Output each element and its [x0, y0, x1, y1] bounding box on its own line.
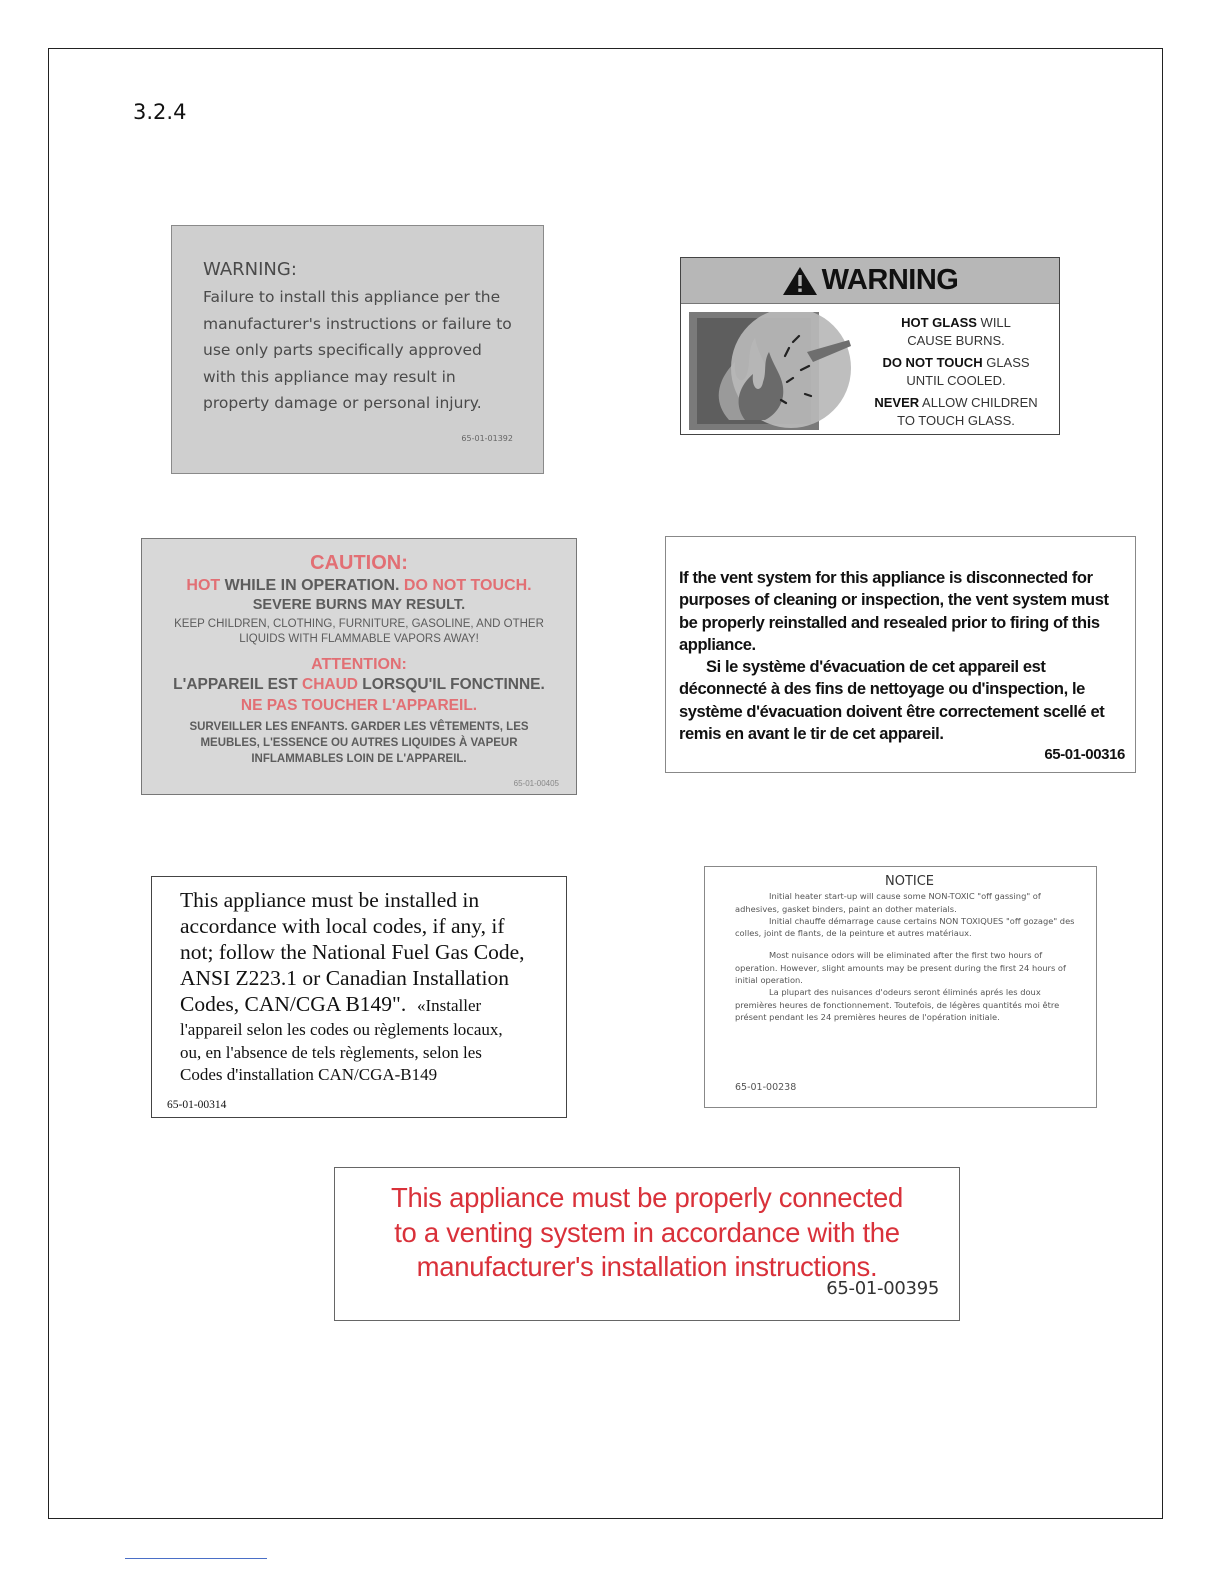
- text: accordance with local codes, if any, if: [180, 914, 505, 938]
- caution-label: [141, 538, 577, 795]
- hot-glass-text: [861, 314, 1051, 434]
- warning-title: WARNING: [821, 264, 959, 296]
- text: This appliance must be properly connected: [390, 1182, 904, 1213]
- label-title: WARNING:: [203, 259, 297, 280]
- text: WHILE IN OPERATION.: [220, 577, 404, 594]
- vent-system-label: [665, 536, 1136, 773]
- text: MEUBLES, L'ESSENCE OU AUTRES LIQUIDES À VAPEUR: [200, 737, 518, 749]
- label-line: property damage or personal injury.: [203, 394, 482, 413]
- text: TO TOUCH GLASS.: [897, 412, 1015, 428]
- warning-header: [681, 258, 1059, 304]
- text: UNTIL COOLED.: [906, 372, 1006, 388]
- bold-text: HOT GLASS: [901, 315, 977, 330]
- text: CHAUD: [302, 676, 358, 693]
- text: LORSQU'IL FONCTINNE.: [358, 676, 545, 693]
- hot-glass-warning-label: [680, 257, 1060, 435]
- text: This appliance must be installed in: [180, 888, 480, 912]
- text: ALLOW CHILDREN: [919, 395, 1038, 410]
- label-line: use only parts specifically approved: [203, 341, 482, 360]
- notice-label: [704, 866, 1097, 1108]
- text: Codes d'installation CAN/CGA-B149: [180, 1065, 438, 1084]
- attention-title: ATTENTION:: [311, 656, 407, 673]
- label-code: 65-01-00395: [826, 1277, 939, 1299]
- text: If the vent system for this appliance is disconnected for purposes of cleaning or inspection, the vent system must be properly reinstalled and resealed prior to firing of this appliance.: [679, 569, 1109, 654]
- text: ANSI Z223.1 or Canadian Installation: [180, 966, 510, 990]
- text: not; follow the National Fuel Gas Code,: [180, 940, 525, 964]
- label-code: 65-01-00238: [735, 1081, 797, 1093]
- label-line: manufacturer's instructions or failure to: [203, 314, 512, 333]
- warning-label-parts: [171, 225, 544, 474]
- text: Initial chauffe démarrage cause certains NON TOXIQUES "off gozage" des colles, joint de flants, de la peinture et autres matériaux.: [735, 915, 1075, 939]
- text: Si le système d'évacuation de cet appareil est déconnecté à des fins de nettoyage ou d'inspection, le système d'évacuation doivent être correctement scellé et remis en avant le tir de cet appareil.: [679, 658, 1105, 744]
- local-codes-label: [151, 876, 567, 1118]
- text: Most nuisance odors will be eliminated after the first two hours of operation. However, slight amounts may be present during the first 24 hours of initial operation.: [735, 950, 1066, 986]
- text: L'APPAREIL EST: [173, 676, 303, 693]
- bold-text: NEVER: [874, 395, 920, 410]
- text: HOT: [186, 577, 221, 594]
- footnote-separator: [125, 1558, 267, 1559]
- text: ou, en l'absence de tels règlements, selon les: [180, 1042, 482, 1062]
- venting-connection-label: [334, 1167, 960, 1321]
- label-body: [203, 284, 513, 417]
- text: INFLAMMABLES LOIN DE L'APPAREIL.: [251, 753, 467, 765]
- text: WILL: [976, 315, 1011, 330]
- hot-glass-hand-icon: [689, 312, 854, 430]
- text: manufacturer's installation instructions.: [416, 1251, 878, 1282]
- text: CAUSE BURNS.: [907, 332, 1005, 348]
- section-number: 3.2.4: [133, 100, 187, 124]
- text: to a venting system in accordance with the: [394, 1216, 900, 1248]
- text: KEEP CHILDREN, CLOTHING, FURNITURE, GASOLINE, AND OTHER: [174, 618, 544, 630]
- label-code: 65-01-01392: [461, 434, 513, 443]
- label-code: 65-01-00405: [513, 779, 559, 788]
- text: SEVERE BURNS MAY RESULT.: [252, 597, 466, 613]
- bold-text: DO NOT TOUCH: [882, 355, 983, 370]
- text: DO NOT TOUCH.: [403, 577, 532, 594]
- text: «Installer: [416, 996, 482, 1015]
- text: La plupart des nuisances d'odeurs seront éliminés aprés les doux premières heures de fonctionnement. Toutefois, de légères quantités moi être présent pendant les 24 premières heures de l'opération initiale.: [735, 987, 1060, 1022]
- text: NE PAS TOUCHER L'APPAREIL.: [240, 697, 478, 714]
- label-code: 65-01-00314: [167, 1099, 227, 1111]
- warning-triangle-icon: [782, 266, 818, 296]
- text: LIQUIDS WITH FLAMMABLE VAPORS AWAY!: [239, 633, 479, 645]
- caution-title: CAUTION:: [310, 552, 408, 574]
- text: l'appareil selon les codes ou règlements locaux,: [180, 1020, 503, 1039]
- text: SURVEILLER LES ENFANTS. GARDER LES VÊTEMENTS, LES: [189, 721, 529, 733]
- notice-title: NOTICE: [884, 874, 935, 889]
- label-line: Failure to install this appliance per the: [203, 288, 501, 306]
- text: GLASS: [982, 355, 1030, 370]
- text: Codes, CAN/CGA B149".: [180, 992, 407, 1016]
- text: Initial heater start-up will cause some NON-TOXIC "off gassing" of adhesives, gasket binders, paint an dother materials.: [735, 891, 1041, 914]
- label-code: 65-01-00316: [1044, 745, 1125, 763]
- label-line: with this appliance may result in: [203, 367, 456, 386]
